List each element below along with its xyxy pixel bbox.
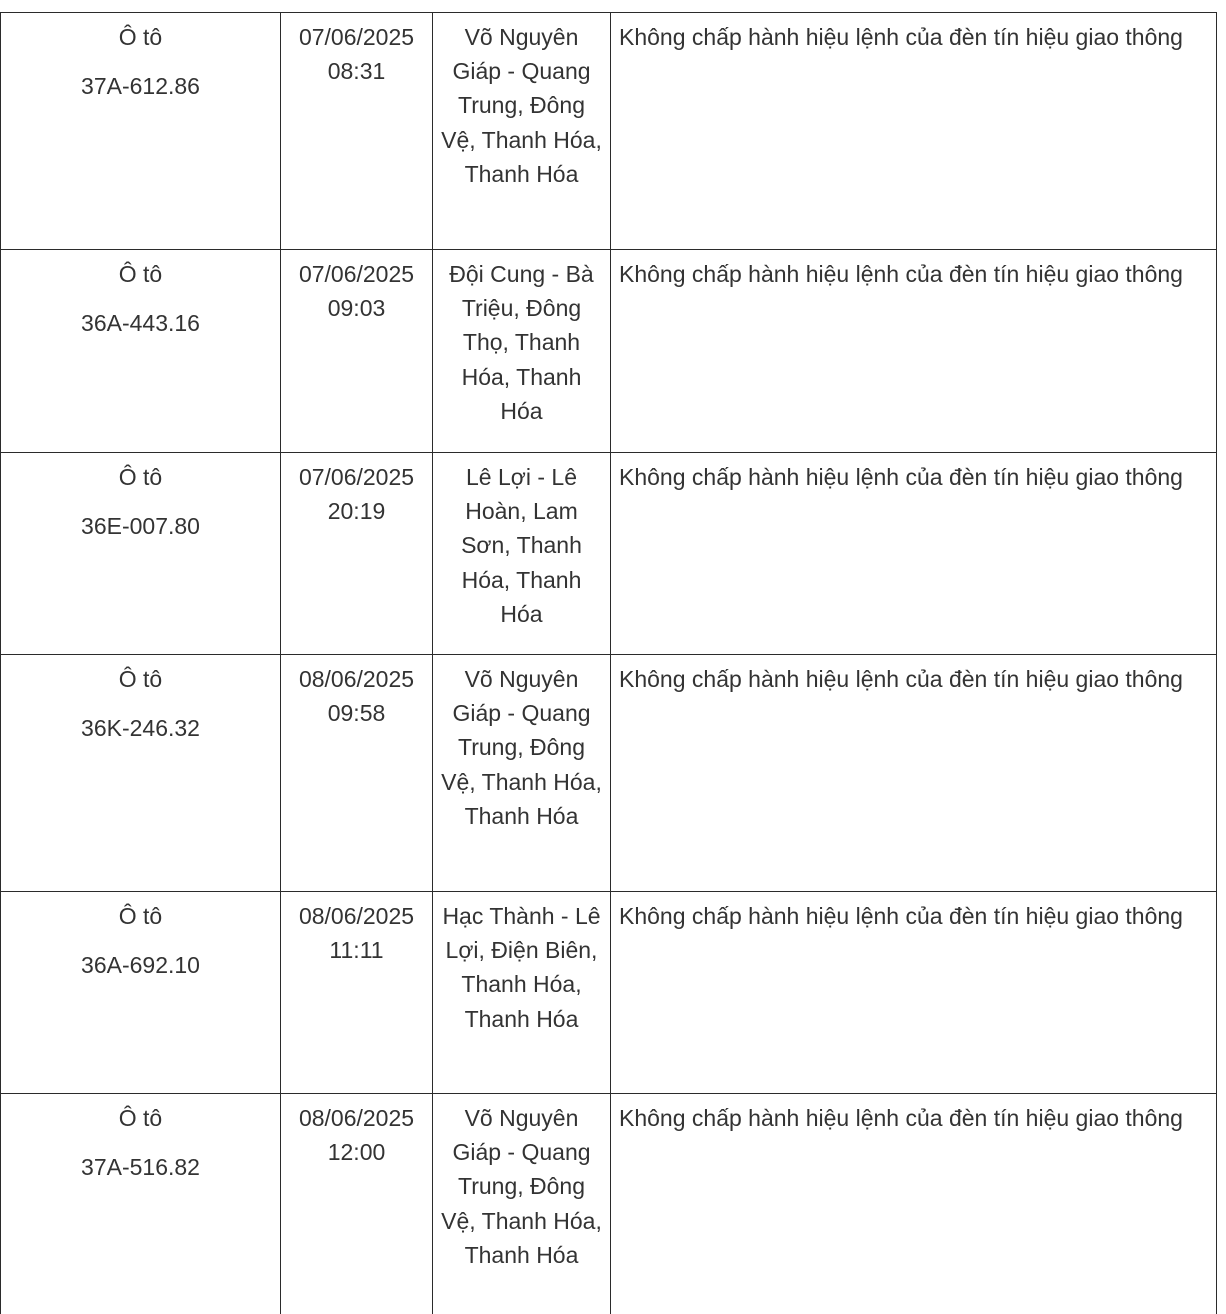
location-cell: Hạc Thành - Lê Lợi, Điện Biên, Thanh Hóa, Thanh Hóa [433, 892, 611, 1094]
vehicle-cell [1, 13, 281, 250]
license-plate: 36A-443.16 [81, 310, 200, 337]
vehicle-type: Ô tô [118, 903, 163, 929]
vehicle-type: Ô tô [118, 1105, 163, 1131]
violation-date: 07/06/2025 [298, 24, 415, 50]
violation-time: 12:00 [327, 1139, 386, 1166]
table-row [1, 250, 1217, 453]
violation-date: 08/06/2025 [298, 903, 415, 929]
violation-date: 07/06/2025 [298, 464, 415, 490]
violation-cell: Không chấp hành hiệu lệnh của đèn tín hiệu giao thông [611, 250, 1217, 453]
license-plate: 37A-612.86 [81, 73, 200, 100]
location-cell: Võ Nguyên Giáp - Quang Trung, Đông Vệ, Thanh Hóa, Thanh Hóa [433, 655, 611, 892]
table-row [1, 13, 1217, 250]
table-row [1, 655, 1217, 892]
location-cell: Võ Nguyên Giáp - Quang Trung, Đông Vệ, Thanh Hóa, Thanh Hóa [433, 13, 611, 250]
table-row [1, 892, 1217, 1094]
violation-time: 08:31 [327, 58, 386, 85]
violation-time: 09:58 [327, 700, 386, 727]
license-plate: 37A-516.82 [81, 1154, 200, 1181]
time-cell [281, 1094, 433, 1314]
violation-cell: Không chấp hành hiệu lệnh của đèn tín hiệu giao thông [611, 13, 1217, 250]
violation-date: 08/06/2025 [298, 1105, 415, 1131]
table-row [1, 1094, 1217, 1314]
time-cell [281, 453, 433, 655]
vehicle-cell [1, 892, 281, 1094]
violation-cell: Không chấp hành hiệu lệnh của đèn tín hiệu giao thông [611, 655, 1217, 892]
vehicle-cell [1, 453, 281, 655]
vehicle-type: Ô tô [118, 666, 163, 692]
violation-time: 11:11 [329, 937, 384, 964]
license-plate: 36K-246.32 [81, 715, 200, 742]
vehicle-type: Ô tô [118, 464, 163, 490]
time-cell [281, 250, 433, 453]
violation-cell: Không chấp hành hiệu lệnh của đèn tín hiệu giao thông [611, 453, 1217, 655]
time-cell [281, 892, 433, 1094]
time-cell [281, 13, 433, 250]
violation-cell: Không chấp hành hiệu lệnh của đèn tín hiệu giao thông [611, 892, 1217, 1094]
vehicle-cell [1, 1094, 281, 1314]
time-cell [281, 655, 433, 892]
location-cell: Lê Lợi - Lê Hoàn, Lam Sơn, Thanh Hóa, Thanh Hóa [433, 453, 611, 655]
violation-date: 07/06/2025 [298, 261, 415, 287]
violation-time: 20:19 [327, 498, 386, 525]
location-cell: Đội Cung - Bà Triệu, Đông Thọ, Thanh Hóa, Thanh Hóa [433, 250, 611, 453]
vehicle-cell [1, 655, 281, 892]
license-plate: 36E-007.80 [81, 513, 200, 540]
violation-time: 09:03 [327, 295, 386, 322]
vehicle-type: Ô tô [118, 24, 163, 50]
license-plate: 36A-692.10 [81, 952, 200, 979]
location-cell: Võ Nguyên Giáp - Quang Trung, Đông Vệ, Thanh Hóa, Thanh Hóa [433, 1094, 611, 1314]
vehicle-type: Ô tô [118, 261, 163, 287]
violation-date: 08/06/2025 [298, 666, 415, 692]
violations-table [0, 12, 1217, 1314]
table-row [1, 453, 1217, 655]
violation-cell: Không chấp hành hiệu lệnh của đèn tín hiệu giao thông [611, 1094, 1217, 1314]
vehicle-cell [1, 250, 281, 453]
